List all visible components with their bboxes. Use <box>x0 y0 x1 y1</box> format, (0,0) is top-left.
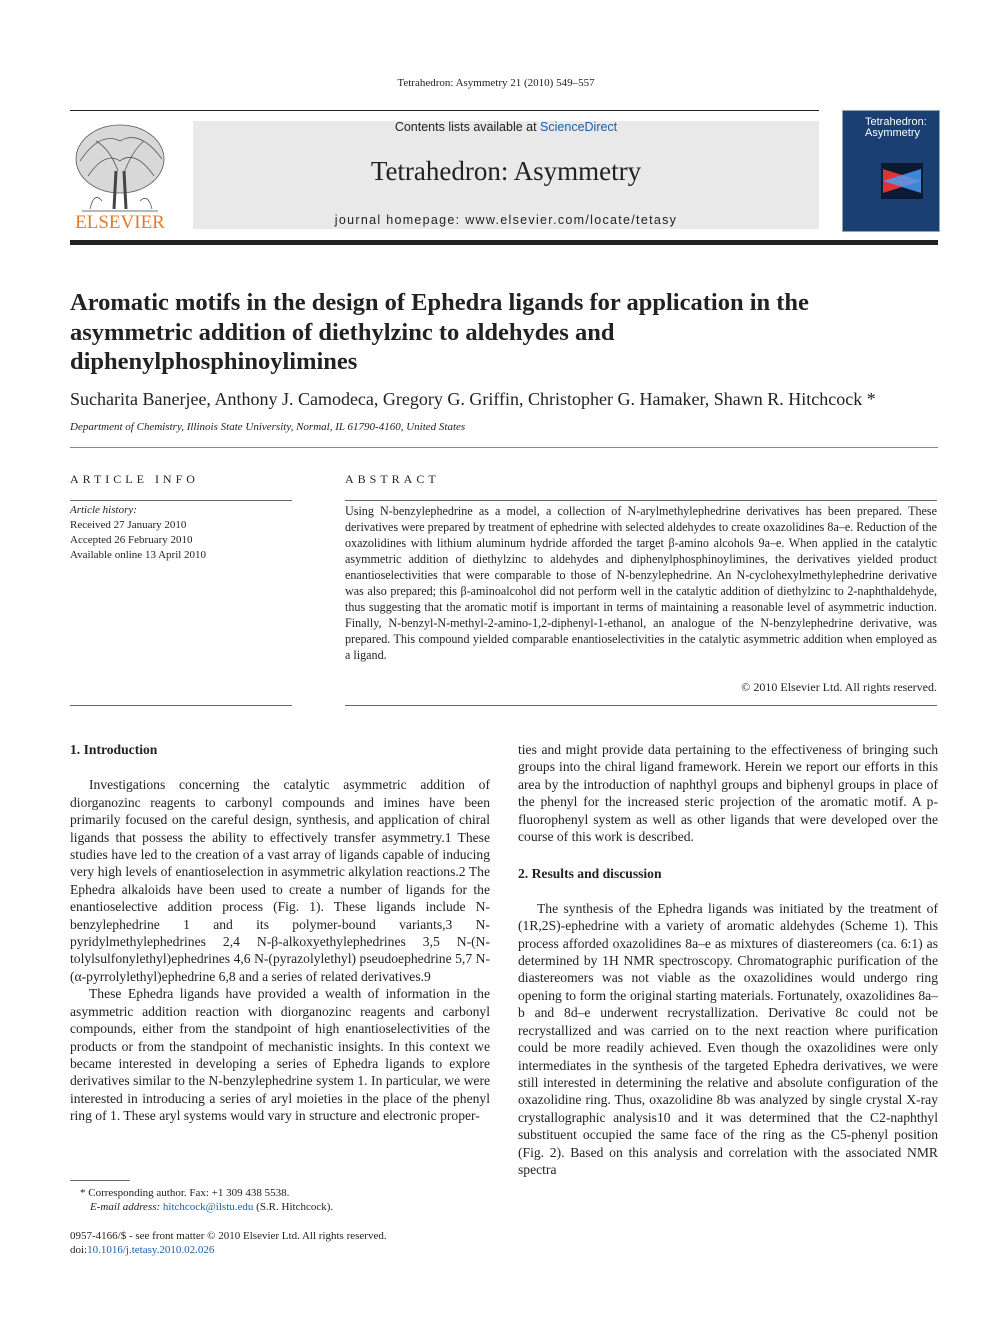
email-suffix: (S.R. Hitchcock). <box>253 1201 334 1213</box>
received-date: Received 27 January 2010 <box>70 519 187 531</box>
email-label: E-mail address: <box>90 1201 163 1213</box>
copyright-line: © 2010 Elsevier Ltd. All rights reserved. <box>741 680 937 694</box>
issn-block <box>70 1229 387 1257</box>
doi-link[interactable]: 10.1016/j.tetasy.2010.02.026 <box>87 1244 215 1256</box>
elsevier-tree-icon <box>70 121 170 231</box>
article-history <box>70 503 206 563</box>
author-affiliation: Department of Chemistry, Illinois State University, Normal, IL 61790-4160, United States <box>70 421 466 433</box>
contents-available-line <box>193 120 819 134</box>
article-info-rule <box>70 500 292 501</box>
article-authors: Sucharita Banerjee, Anthony J. Camodeca, Gregory G. Griffin, Christopher G. Hamaker, Shawn R. Hitchcock * <box>70 389 876 409</box>
body-left-column <box>70 741 490 1125</box>
journal-homepage-link[interactable]: journal homepage: www.elsevier.com/locate/tetasy <box>334 213 678 227</box>
corresponding-author-line: * Corresponding author. Fax: +1 309 438 5538. <box>80 1187 290 1199</box>
intro-paragraph-2: These Ephedra ligands have provided a wealth of information in the asymmetric addition reaction with diorganozinc reagents and carbonyl compounds, either from the standpoint of high enantioselectivities of the products or from the standpoint of mechanistic insights. In this context we became interested in developing a series of Ephedra ligands to explore derivatives similar to the N-benzylephedrine system 1. In particular, we were interested in introducing a series of aryl moieties in the place of the phenyl ring of 1. These aryl systems would vary in structure and electronic proper- <box>70 986 490 1124</box>
journal-cover-image <box>842 110 940 232</box>
footnote-rule <box>70 1180 130 1181</box>
results-paragraph-1: The synthesis of the Ephedra ligands was initiated by the treatment of (1R,2S)-ephedrine with a variety of aromatic aldehydes (Scheme 1). This process afforded oxazolidines 8a–e as mixtures of diastereomers (ca. 6:1) as determined by 1H NMR spectroscopy. Chromatographic purification of the diastereomers was not viable as the oxazolidines would undergo ring opening to form the original starting materials. Fortunately, oxazolidines 8a–b and 8d–e underwent recrystallization. Derivative 8c could not be recrystallized and was carried on to the next reaction where purification could be more readily achieved. Even though the oxazolidines were only intermediates in the synthesis of the targeted Ephedra derivatives, we were still interested in determining the relative and absolute configuration of the oxazolidine ring. Thus, oxazolidine 8b was analyzed by single crystal X-ray crystallographic analysis10 and it was determined that the C2-naphthyl substituent occupied the same face of the ring as the C5-phenyl position (Fig. 2). Based on this analysis and correlation with the associated NMR spectra <box>518 900 938 1177</box>
intro-heading: 1. Introduction <box>70 742 158 757</box>
intro-paragraph-1: Investigations concerning the catalytic asymmetric addition of diorganozinc reagents to carbonyl compounds and imines have been primarily focused on the careful design, synthesis, and application of chiral ligands that possess the ability to effectively transfer asymmetry.1 These studies have led to the creation of a vast array of ligands capable of inducing very high levels of enantioselection in asymmetric alkylation reactions.2 The Ephedra alkaloids have been used to create a number of ligands for the enantioselective addition process (Fig. 1). These ligands include N-benzylephedrine 1 and its polymer-bound variants,3 N-pyridylmethylephedrines 2,4 N-β-alkoxyethylephedrines 3,5 N-(N-tolylsulfonylethyl)ephedrines 4,6 N-(pyrazolylethyl) pseudoephedrine 5,7 N-(α-pyrrolylethyl)ephedrine 6,8 and a series of related derivatives.9 <box>70 777 490 984</box>
elsevier-logo <box>70 121 170 231</box>
elsevier-wordmark: ELSEVIER <box>75 212 165 231</box>
results-heading: 2. Results and discussion <box>518 866 662 882</box>
corresponding-author-footnote <box>70 1186 490 1214</box>
history-label: Article history: <box>70 504 137 516</box>
accepted-date: Accepted 26 February 2010 <box>70 534 193 546</box>
header-bottom-rule <box>70 240 938 245</box>
online-date: Available online 13 April 2010 <box>70 549 207 561</box>
abstract-heading: ABSTRACT <box>345 472 440 486</box>
article-info-bottom-rule <box>70 705 292 706</box>
cover-graphic-icon <box>843 159 939 219</box>
issn-line: 0957-4166/$ - see front matter © 2010 Elsevier Ltd. All rights reserved. <box>70 1230 387 1242</box>
author-email-link[interactable]: hitchcock@ilstu.edu <box>162 1201 254 1213</box>
body-right-column <box>518 741 938 1178</box>
abstract-text: Using N-benzylephedrine as a model, a collection of N-arylmethylephedrine derivatives has been prepared. These derivatives were prepared by treatment of ephedrine with selected aldehydes to create oxazolidines 8a–e. Reduction of the oxazolidines with lithium aluminum hydride afforded the target β-amino alcohols 9a–e. When applied in the catalytic asymmetric addition of diethylzinc to aldehydes and diphenylphosphinoylimines, the derivatives yielded product enantioselectivities that were comparable to those of N-benzylephedrine. An N-cyclohexylmethylephedrine derivative was also prepared; this β-aminoalcohol did not perform well in the catalytic addition of diethylzinc to 2-naphthaldehyde, thus suggesting that the aromatic motif is important in terms of maintaining a reasonable level of asymmetric induction. Finally, N-benzyl-N-methyl-2-amino-1,2-diphenyl-1-ethanol, an analogue of the N-benzylephedrine derivative, was prepared. This compound yielded comparable enantioselectivities in the catalytic asymmetric addition when employed as a ligand. <box>345 504 937 662</box>
title-divider <box>70 447 938 448</box>
right-paragraph-1: ties and might provide data pertaining to the effectiveness of bringing such groups into the chiral ligand framework. Herein we report our efforts in this area by the introduction of naphthyl groups and biphenyl groups in place of the phenyl for the increased steric projection of the aromatic motif. A p-fluorophenyl system as well as other ligands that were developed over the course of this work is described. <box>518 742 938 845</box>
journal-citation: Tetrahedron: Asymmetry 21 (2010) 549–557 <box>397 77 595 89</box>
sciencedirect-link[interactable]: ScienceDirect <box>540 120 618 134</box>
header-top-rule <box>70 110 819 111</box>
article-title: Aromatic motifs in the design of Ephedra ligands for application in the asymmetric addition of diethylzinc to aldehydes and diphenylphosphinoylimines <box>70 289 809 375</box>
abstract-bottom-rule <box>345 705 937 706</box>
cover-title: Tetrahedron: Asymmetry <box>865 116 927 139</box>
abstract-rule <box>345 500 937 501</box>
doi-label: doi: <box>70 1244 88 1256</box>
article-info-heading: ARTICLE INFO <box>70 472 199 486</box>
journal-name: Tetrahedron: Asymmetry <box>370 156 642 186</box>
contents-prefix: Contents lists available at <box>394 120 541 134</box>
